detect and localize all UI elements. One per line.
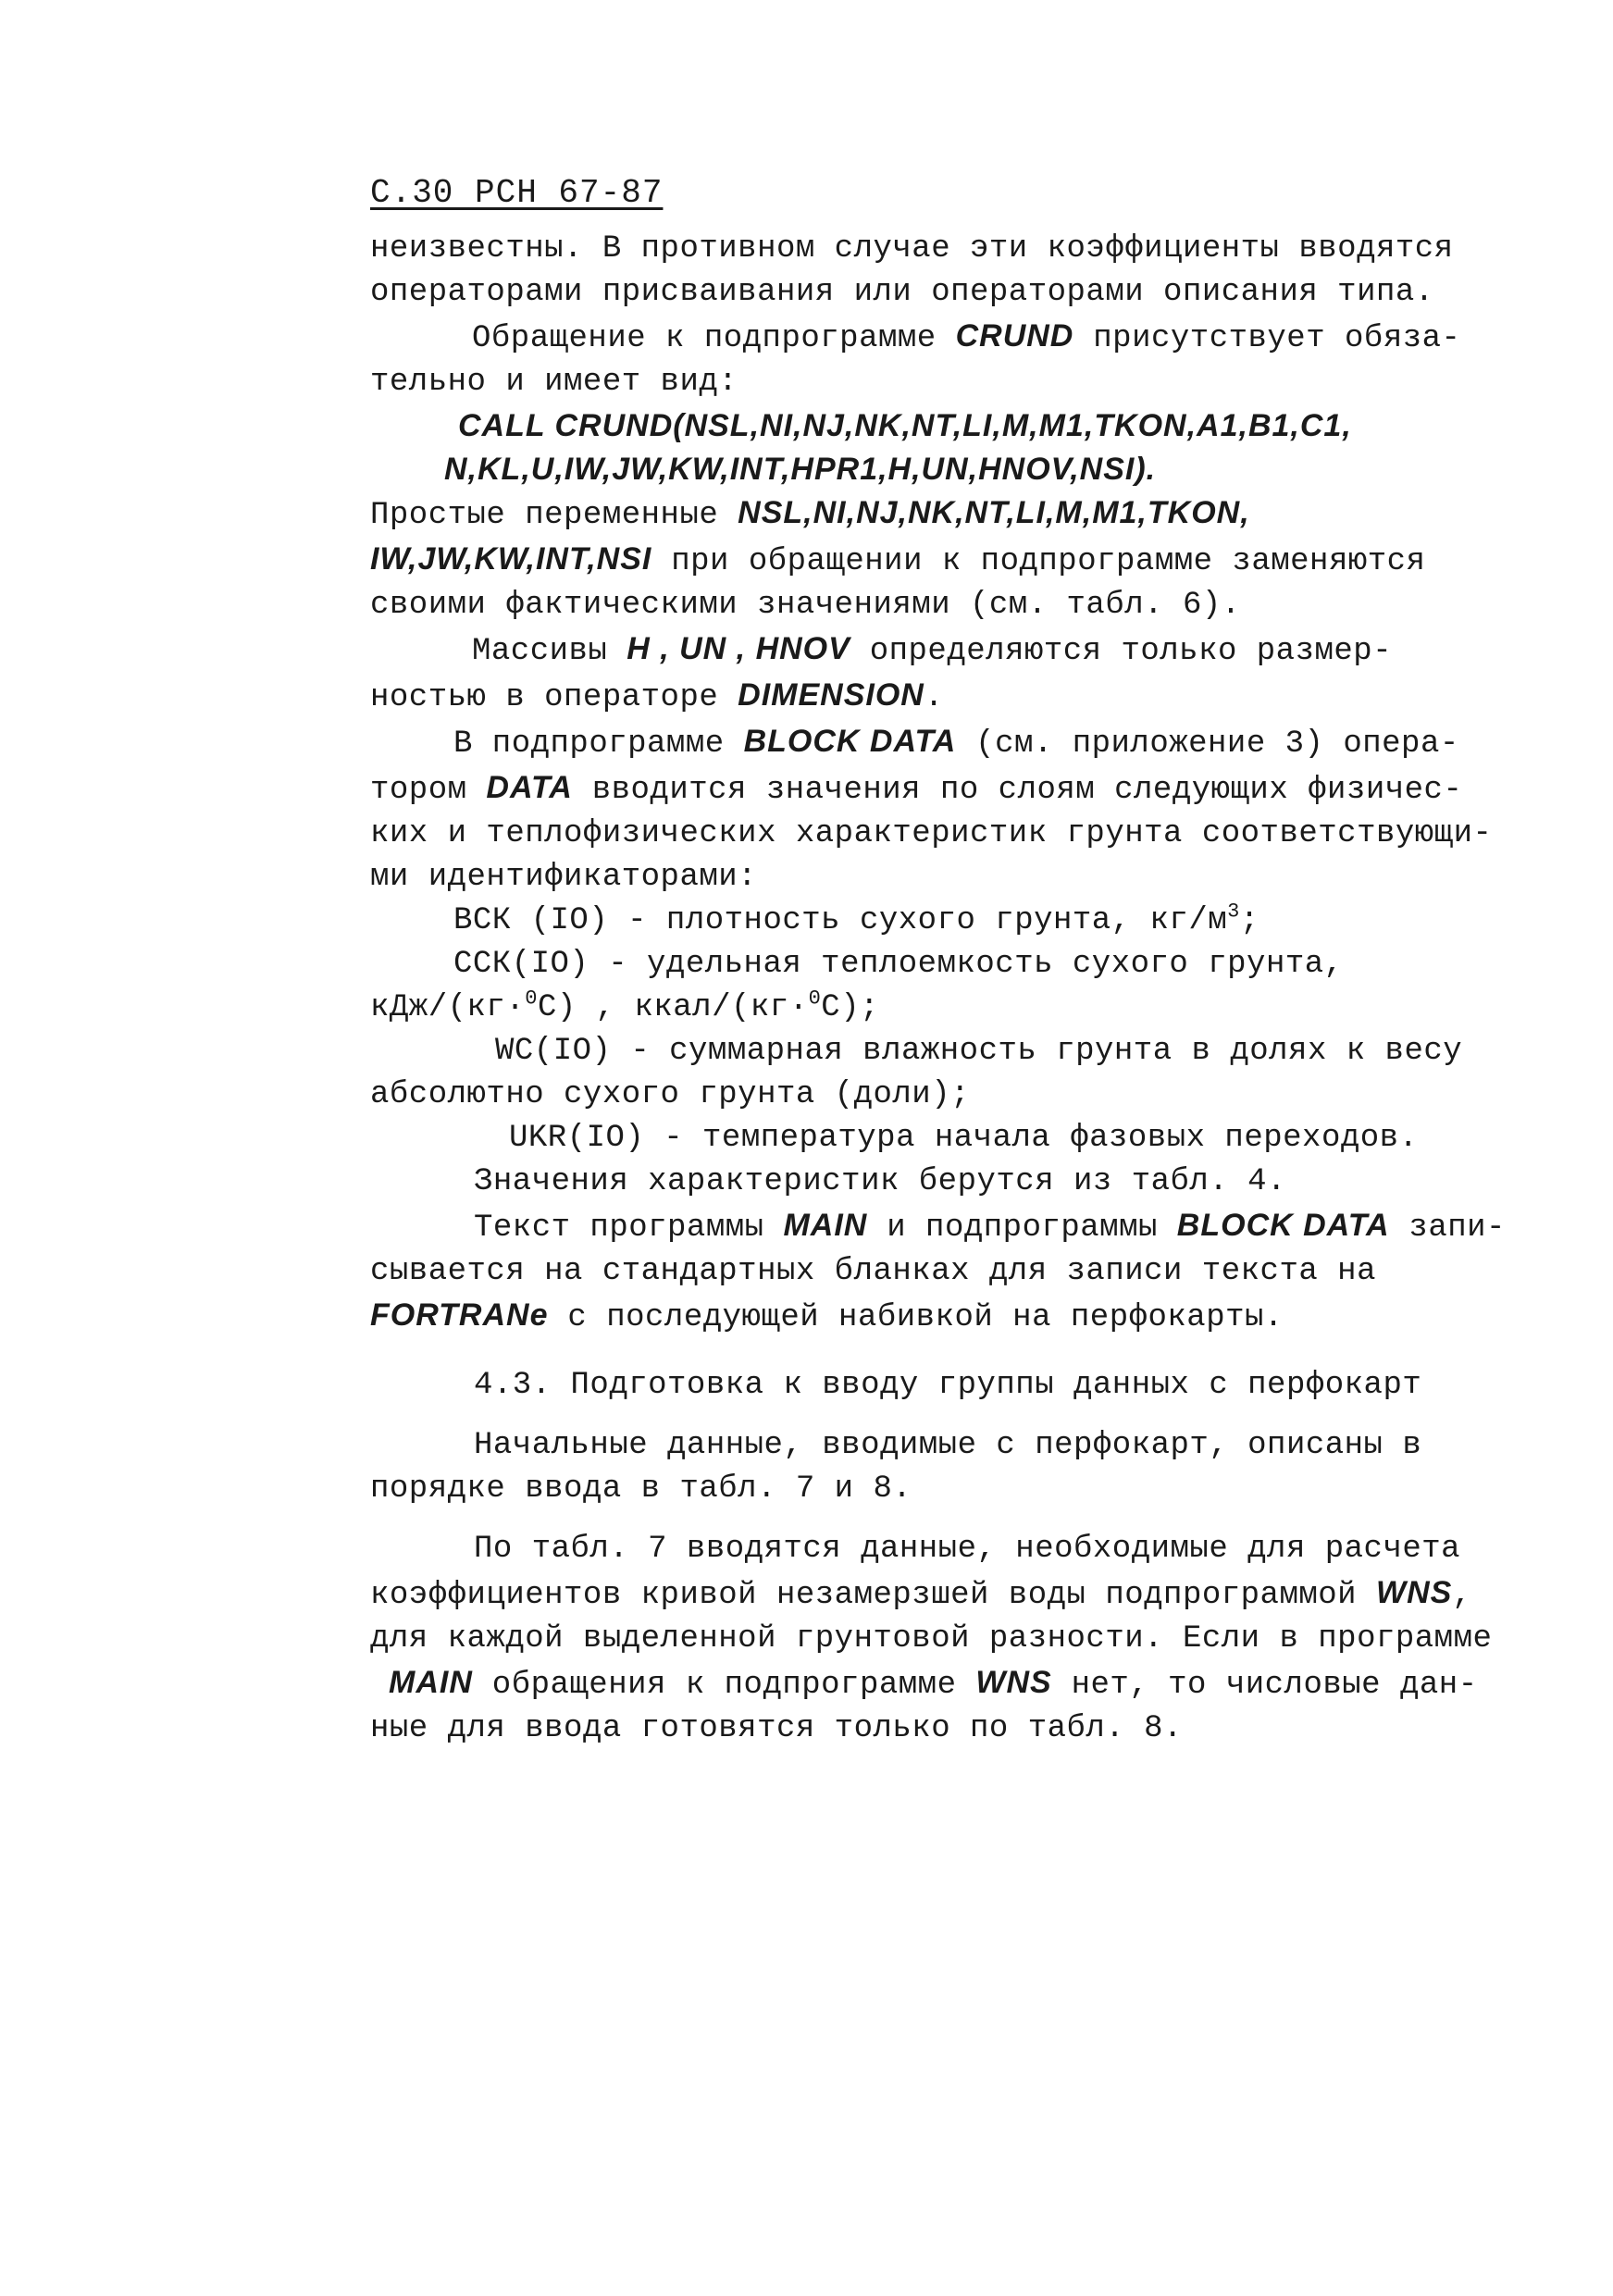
text-segment: Текст программы xyxy=(474,1210,784,1246)
text-segment: вводится значения по слоям следующих физичес- xyxy=(572,773,1463,808)
text-segment: Простые переменные xyxy=(370,498,738,533)
text-line: для каждой выделенной грунтовой разности. Если в программе xyxy=(370,1621,1493,1657)
text-line xyxy=(370,538,1518,584)
paragraph-5 xyxy=(370,720,1518,900)
text-segment: , xyxy=(1452,1578,1472,1613)
code-identifier: IW,JW,KW,INT,NSI xyxy=(370,541,652,577)
paragraph-6 xyxy=(370,1204,1518,1340)
code-identifier: WNS xyxy=(1375,1575,1453,1610)
paragraph-1 xyxy=(370,228,1518,315)
code-identifier: DATA xyxy=(486,770,573,805)
definition-ukr: UKR(IO) - температура начала фазовых переходов. xyxy=(509,1121,1419,1156)
paragraph-4 xyxy=(370,627,1518,720)
text-line: тельно и имеет вид: xyxy=(370,365,738,400)
paragraph-7 xyxy=(370,1424,1518,1511)
code-identifier: NSL,NI,NJ,NK,NT,LI,M,M1,TKON, xyxy=(738,495,1250,530)
code-line: CALL CRUND(NSL,NI,NJ,NK,NT,LI,M,M1,TKON,A1,B1,C1, xyxy=(458,408,1352,443)
text-line xyxy=(370,674,1518,720)
section-heading: 4.3. Подготовка к вводу группы данных с перфокарт xyxy=(474,1368,1422,1403)
text-segment: кДж/(кг· xyxy=(370,990,526,1025)
text-line: сывается на стандартных бланках для записи текста на xyxy=(370,1254,1376,1289)
text-segment: запи- xyxy=(1389,1210,1506,1246)
text-line xyxy=(370,720,1518,766)
text-segment: В подпрограмме xyxy=(453,726,744,762)
spacer xyxy=(370,1408,1518,1424)
text-segment: тором xyxy=(370,773,487,808)
call-statement xyxy=(370,404,1518,491)
text-line: ми идентификаторами: xyxy=(370,860,758,895)
paragraph-8 xyxy=(370,1528,1518,1751)
code-identifier: BLOCK DATA xyxy=(743,724,957,759)
document-page xyxy=(370,171,1518,1751)
text-segment: (см. приложение 3) опера- xyxy=(956,726,1459,762)
spacer xyxy=(370,1511,1518,1528)
text-line: порядке ввода в табл. 7 и 8. xyxy=(370,1471,912,1507)
text-segment: С) , ккал/(кг· xyxy=(537,990,809,1025)
text-segment: при обращении к подпрограмме заменяются xyxy=(651,544,1426,579)
definition-wc: WC(IO) - суммарная влажность грунта в долях к весу xyxy=(495,1034,1463,1069)
definition-source: Значения характеристик берутся из табл. 4. xyxy=(474,1164,1286,1199)
code-identifier: BLOCK DATA xyxy=(1176,1208,1390,1243)
text-line: своими фактическими значениями (см. табл. 6). xyxy=(370,588,1241,623)
text-segment: присутствует обяза- xyxy=(1073,321,1461,356)
text-line: неизвестны. В противном случае эти коэффициенты вводятся xyxy=(370,231,1454,267)
text-line: операторами присваивания или операторами описания типа. xyxy=(370,275,1434,310)
text-segment: определяются только размер- xyxy=(850,634,1393,669)
definition-cck-units xyxy=(370,987,1518,1030)
code-identifier: MAIN xyxy=(389,1665,473,1700)
code-identifier: CRUND xyxy=(955,318,1074,354)
page-header: С.30 РСН 67-87 xyxy=(370,174,664,212)
definition-wc-cont: абсолютно сухого грунта (доли); xyxy=(370,1077,971,1112)
text-segment: Обращение к подпрограмме xyxy=(472,321,956,356)
paragraph-3 xyxy=(370,491,1518,627)
superscript: 3 xyxy=(1227,900,1240,924)
text-line xyxy=(370,627,1518,674)
paragraph-2 xyxy=(370,315,1518,404)
text-segment: и подпрограммы xyxy=(867,1210,1177,1246)
text-segment: ; xyxy=(1239,903,1259,938)
text-line: ких и теплофизических характеристик грунта соответствующи- xyxy=(370,816,1493,851)
superscript: 0 xyxy=(808,987,822,1011)
text-line xyxy=(370,491,1518,538)
text-segment: Массивы xyxy=(472,634,627,669)
code-line: N,KL,U,IW,JW,KW,INT,HPR1,H,UN,HNOV,NSI). xyxy=(444,452,1157,487)
text-line xyxy=(370,766,1518,813)
text-line: Начальные данные, вводимые с перфокарт, описаны в xyxy=(474,1428,1422,1463)
code-identifier: MAIN xyxy=(783,1208,868,1243)
text-segment: с последующей набивкой на перфокарты. xyxy=(548,1300,1284,1335)
text-segment: нет, то числовые дан- xyxy=(1051,1668,1478,1703)
definition-bck xyxy=(370,900,1518,943)
text-segment: ВСК (IO) - плотность сухого грунта, кг/м xyxy=(453,903,1228,938)
text-segment: С); xyxy=(821,990,880,1025)
code-identifier: FORTRANе xyxy=(370,1297,549,1333)
spacer xyxy=(370,1340,1518,1364)
text-segment: ностью в операторе xyxy=(370,680,738,715)
text-segment: обращения к подпрограмме xyxy=(472,1668,976,1703)
text-segment: . xyxy=(924,680,944,715)
code-identifier: WNS xyxy=(975,1665,1052,1700)
text-line: По табл. 7 вводятся данные, необходимые для расчета xyxy=(474,1532,1461,1567)
text-line xyxy=(370,1661,1518,1707)
text-line: ные для ввода готовятся только по табл. 8. xyxy=(370,1711,1183,1746)
code-identifier: H , UN , HNOV xyxy=(627,631,850,666)
text-line xyxy=(370,1571,1518,1618)
text-segment: коэффициентов кривой незамерзшей воды подпрограммой xyxy=(370,1578,1376,1613)
text-line xyxy=(370,315,1518,361)
code-identifier: DIMENSION xyxy=(738,677,924,713)
superscript: 0 xyxy=(525,987,538,1011)
definitions-list xyxy=(370,900,1518,1204)
text-line xyxy=(370,1294,1518,1340)
definition-cck: ССК(IO) - удельная теплоемкость сухого грунта, xyxy=(453,947,1344,982)
text-line xyxy=(370,1204,1518,1250)
